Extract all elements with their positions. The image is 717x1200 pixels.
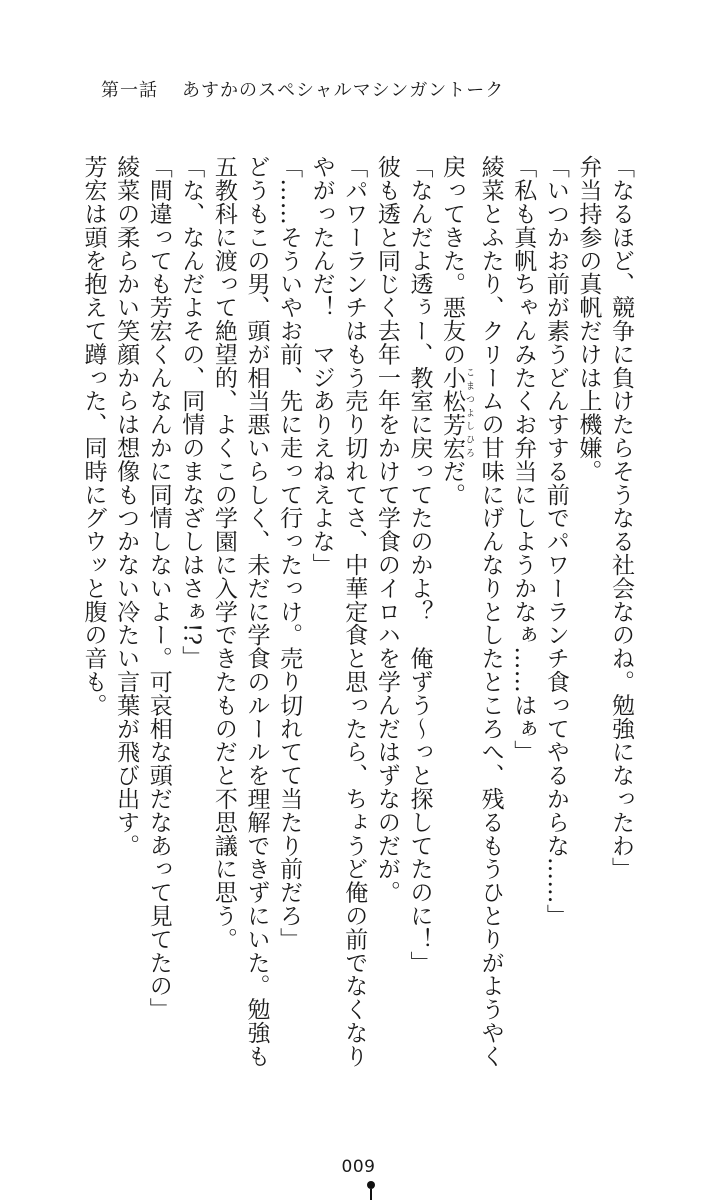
name-ruby (439, 365, 475, 460)
text-line: 綾菜とふたり、クリームの甘味にげんなりとしたところへ、残るもうひとりがようやく (477, 155, 504, 1068)
text-line: 綾菜の柔らかい笑顔からは想像もつかない冷たい言葉が飛び出す。 (113, 155, 140, 857)
text-line: 弁当持参の真帆だけは上機嫌。 (575, 155, 602, 483)
text-line: 「いつかお前が素うどんすする前でパワーランチ食ってやるからな……」 (542, 155, 569, 928)
text-line: 「……そういやお前、先に走って行ったっけ。売り切れてて当たり前だろ」 (276, 155, 303, 951)
page-marker-dot (367, 1181, 375, 1189)
text-line: やがったんだ！ マジありえねえよな」 (308, 155, 335, 577)
ruby-line-suffix: だ。 (439, 459, 466, 507)
text-line: 「パワーランチはもう売り切れてさ、中華定食と思ったら、ちょうど俺の前でなくなり (341, 155, 368, 1068)
page-number: 009 (341, 1157, 376, 1177)
ruby-reading: こまつよしひろ (464, 365, 475, 460)
text-line: 「なるほど、競争に負けたらそうなる社会なのね。勉強になったわ」 (608, 155, 634, 881)
text-line: 彼も透と同じく去年一年をかけて学食のイロハを学んだはずなのだが。 (373, 155, 400, 904)
text-line: 五教科に渡って絶望的、よくこの学園に入学できたものだと不思議に思う。 (210, 155, 237, 951)
text-line: 「な、なんだよその、同情のまなざしはさぁ!?」 (178, 155, 205, 669)
running-head (101, 76, 504, 102)
chapter-label: 第一話 (101, 80, 158, 101)
chapter-title: あすかのスペシャルマシンガントーク (182, 80, 505, 101)
ruby-line-prefix: 戻ってきた。悪友の (439, 155, 466, 366)
ruby-base: 小松芳宏 (439, 365, 466, 460)
text-line: 「間違っても芳宏くんなんかに同情しないよー。可哀相な頭だなあって見てたの」 (145, 155, 172, 1021)
text-line: 「なんだよ透ぅー、教室に戻ってたのかよ？ 俺ずう〜っと探してたのに！」 (406, 155, 433, 974)
page-marker-line (370, 1189, 372, 1200)
text-line: どうもこの男、頭が相当悪いらしく、未だに学食のルールを理解できずにいた。勉強も (243, 155, 270, 1068)
text-line: 芳宏は頭を抱えて蹲った、同時にグウッと腹の音も。 (80, 155, 107, 717)
text-line: 「私も真帆ちゃんみたくお弁当にしようかなぁ……はぁ」 (510, 155, 537, 764)
novel-body-text (77, 155, 637, 1155)
text-line-with-ruby (435, 155, 474, 1155)
